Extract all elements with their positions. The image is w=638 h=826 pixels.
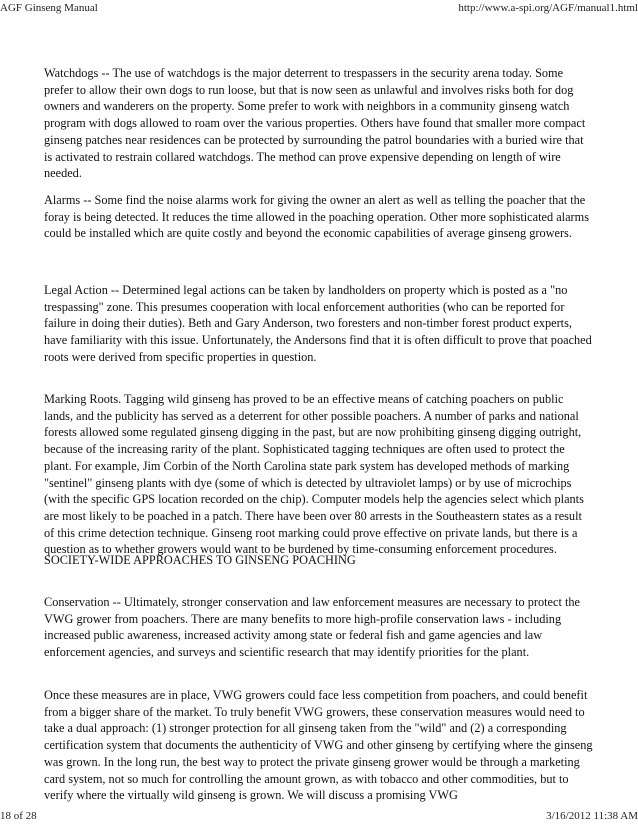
page-number: 18 of 28	[0, 810, 37, 822]
page-url: http://www.a-spi.org/AGF/manual1.html	[458, 2, 638, 14]
paragraph-watchdogs: Watchdogs -- The use of watchdogs is the major deterrent to trespassers in the security arena today. Some prefer to allow their own dogs to run loose, but that is now seen as unlawful and involves risks both for dog owners and wanderers on the property. Some prefer to work with neighbors in a community ginseng watch program with dogs allowed to roam over the various properties. Others have found that smaller more compact ginseng patches near residences can be protected by surrounding the patrol boundaries with a buried wire that is activated to restrain collared watchdogs. The method can prove expensive depending on length of wire needed.	[44, 66, 586, 181]
paragraph-legal-action: Legal Action -- Determined legal actions can be taken by landholders on property which is posted as a "no trespassing" zone. This presumes cooperation with local enforcement authorities (who can be reported for failure in doing their duties). Beth and Gary Anderson, two foresters and non-timber forest product experts, have familiarity with this issue. Unfortunately, the Andersons find that it is often difficult to prove that poached roots were derived from specific properties in question.	[44, 283, 592, 364]
page-footer	[0, 808, 638, 824]
paragraph-alarms: Alarms -- Some find the noise alarms work for giving the owner an alert as well as telling the poacher that the foray is being detected. It reduces the time allowed in the poaching operation. Other more sophisticated alarms could be installed which are quite costly and beyond the economic capabilities of average ginseng growers.	[44, 193, 589, 241]
print-timestamp: 3/16/2012 11:38 AM	[546, 810, 638, 822]
paragraph-measures: Once these measures are in place, VWG growers could face less competition from poachers, and could benefit from a bigger share of the market. To truly benefit VWG growers, these conservation measures would need to take a dual approach: (1) stronger protection for all ginseng taken from the "wild" and (2) a corresponding certification system that documents the authenticity of VWG and other ginseng by certifying where the ginseng was grown. In the long run, the best way to protect the private ginseng grower would be through a marketing card system, not so much for controlling the amount grown, as with tobacco and other commodities, but to verify where the virtually wild ginseng is grown. We will discuss a promising VWG	[44, 688, 593, 803]
document-title: AGF Ginseng Manual	[0, 2, 98, 14]
paragraph-marking-roots: Marking Roots. Tagging wild ginseng has proved to be an effective means of catching poachers on public lands, and the publicity has served as a deterrent for other possible poachers. A number of parks and national forests allowed some regulated ginseng digging in the past, but are now prohibiting ginseng digging outright, because of the increasing rarity of the plant. Sophisticated tagging techniques are often used to protect the plant. For example, Jim Corbin of the North Carolina state park system has developed methods of marking "sentinel" ginseng plants with dye (some of which is detected by ultraviolet lamps) or by use of microchips (with the specific GPS location recorded on the chip). Computer models help the agencies select which plants are most likely to be poached in a patch. There have been over 80 arrests in the Southeastern states as a result of this crime detection technique. Ginseng root marking could prove effective on private lands, but there is a question as to whether growers would want to be burdened by time-consuming enforcement procedures.	[44, 392, 584, 557]
paragraph-conservation: Conservation -- Ultimately, stronger conservation and law enforcement measures are necessary to protect the VWG grower from poachers. There are many benefits to more high-profile conservation laws - including increased public awareness, increased activity among state or federal fish and game agencies and law enforcement agencies, and surveys and scientific research that may identify priorities for the plant.	[44, 595, 580, 660]
section-heading: SOCIETY-WIDE APPROACHES TO GINSENG POACHING	[44, 553, 356, 567]
page-header	[0, 0, 638, 16]
